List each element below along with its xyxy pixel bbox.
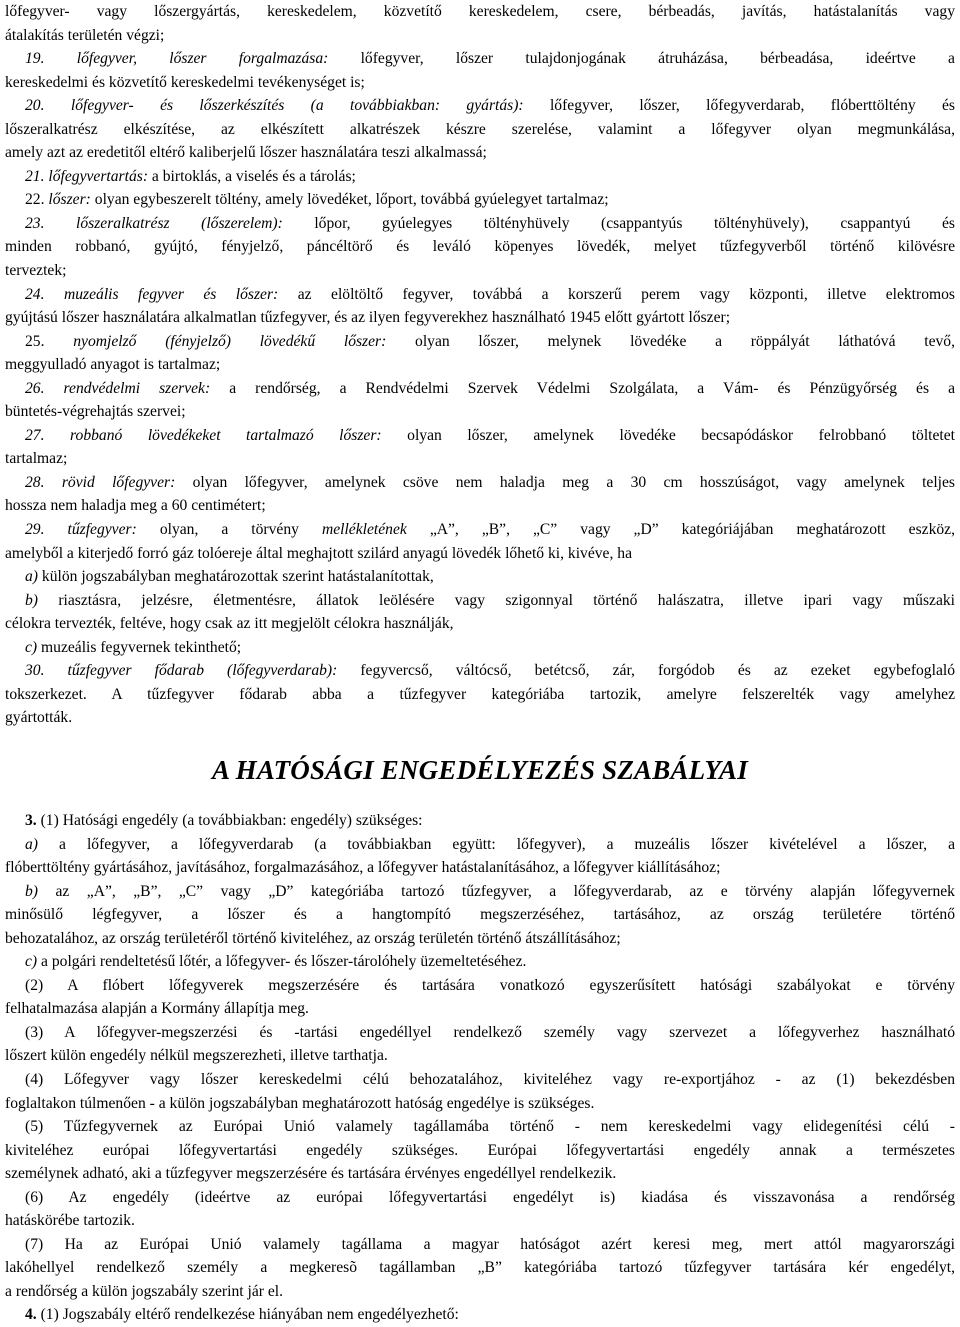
text-line: tokszerkezet. A tűzfegyver fődarab abba a tűzfegyver kategóriába tartozik, amelyre felszerelték vagy amelyhez <box>5 685 955 703</box>
item-number: 27. <box>25 426 45 444</box>
definition-26 <box>5 377 955 401</box>
section-number: 4. <box>25 1306 37 1324</box>
text-line: foglaltakon túlmenően - a külön jogszabályban meghatározott hatóság engedélye is szükséges. <box>5 1094 595 1112</box>
defined-term: rövid lőfegyver: <box>61 473 176 491</box>
defined-term: tűzfegyver fődarab (lőfegyverdarab): <box>67 662 338 680</box>
defined-term: lőfegyvertartás: <box>48 167 149 185</box>
item-number: 23. <box>25 214 45 232</box>
text-line: meggyulladó anyagot is tartalmaz; <box>5 356 221 374</box>
defined-term: lőszer: <box>48 191 91 209</box>
subitem-label: b) <box>25 591 38 609</box>
subitem-text: külön jogszabályban meghatározottak szerint hatástalanítottak, <box>41 568 434 586</box>
definition-22 <box>5 188 955 212</box>
item-number: 22. <box>25 191 45 209</box>
text-line: lőfegyver- vagy lőszergyártás, kereskedelem, közvetítő kereskedelem, csere, bérbeadás, javítás, hatástalanítás vagy <box>5 3 955 20</box>
definition-text: fegyvercső, váltócső, betétcső, zár, forgódob és az ezeket egybefoglaló <box>360 662 955 680</box>
text-line: kiviteléhez európai lőfegyvertartási engedély szükséges. Európai lőfegyvertartási engedély annak a természetes <box>5 1141 955 1159</box>
text-line: terveztek; <box>5 262 67 280</box>
subitem-text: riasztásra, jelzésre, életmentésre, állatok leölésére vagy szigonnyal történő halászatra, illetve ipari vagy műszaki <box>58 591 955 609</box>
text-line: behozatalához, az ország területéről történő kiviteléhez, az ország területén történő átszállításához; <box>5 929 621 947</box>
paragraph-2: (2) A flóbert lőfegyverek megszerzésére és tartására vonatkozó egyszerűsített hatósági szabályokat e törvény <box>25 976 955 994</box>
point-text: a lőfegyver, a lőfegyverdarab (a továbbiakban együtt: lőfegyver), a muzeális lőszer kivételével a lőszer, a <box>59 835 955 853</box>
item-number: 20. <box>25 97 45 115</box>
definition-30 <box>5 659 955 683</box>
item-number: 24. <box>25 285 45 303</box>
definition-text: olyan lőszer, melynek lövedéke a röppályát láthatóvá tevő, <box>415 332 955 350</box>
point-a <box>5 833 955 857</box>
text-line: minden robbanó, gyújtó, fényjelző, páncéltörő és leváló köpenyes lövedék, melyet tűzfegyverből történő kilövésre <box>5 238 955 256</box>
definition-text: olyan, a törvény <box>159 521 299 539</box>
subitem-label: c) <box>25 638 38 656</box>
text-line: lőszeralkatrész elkészítése, az elkészített alkatrészek készre szerelése, valamint a lőfegyver olyan megmunkálása, <box>5 120 955 138</box>
definition-23 <box>5 212 955 236</box>
text-line: hatáskörébe tartozik. <box>5 1212 135 1230</box>
defined-term: lőfegyver- és lőszerkészítés (a továbbiakban: gyártás): <box>70 97 524 115</box>
point-label: b) <box>25 882 38 900</box>
text-line: amelyből a kiterjedő forró gáz tolóereje által meghajtott szilárd anyagú lövedék lőhető ki, kivéve, ha <box>5 544 632 562</box>
definition-text: olyan lőfegyver, amelynek csöve nem haladja meg a 30 cm hosszúságot, vagy amelynek teljes <box>192 473 955 491</box>
text-line: hossza nem haladja meg a 60 centimétert; <box>5 497 266 515</box>
definition-24 <box>5 283 955 307</box>
item-number: 30. <box>25 662 45 680</box>
item-number: 26. <box>25 379 45 397</box>
defined-term: rendvédelmi szervek: <box>63 379 211 397</box>
definition-29 <box>5 518 955 542</box>
paragraph-4: (4) Lőfegyver vagy lőszer kereskedelmi célú behozatalához, kiviteléhez vagy re-exportjához - az (1) bekezdésben <box>25 1070 955 1088</box>
definition-text: „A”, „B”, „C” vagy „D” kategóriájában meghatározott eszköz, <box>429 521 955 539</box>
paragraph-3: (3) A lőfegyver-megszerzési és -tartási engedéllyel rendelkező személy vagy szervezet a lőfegyverhez használható <box>25 1023 955 1041</box>
defined-term: nyomjelző (fényjelző) lövedékű lőszer: <box>73 332 387 350</box>
point-c <box>5 950 955 974</box>
subitem-text: muzeális fegyvernek tekinthető; <box>41 638 242 656</box>
text-line: lőszert külön engedély nélkül megszerezheti, illetve tarthatja. <box>5 1047 388 1065</box>
subitem-label: a) <box>25 568 38 586</box>
subitem-a <box>5 565 955 589</box>
item-number: 28. <box>25 473 45 491</box>
text-line: felhatalmazása alapján a Kormány állapítja meg. <box>5 1000 309 1018</box>
annex-reference: mellékletének <box>321 521 407 539</box>
point-b <box>5 880 955 904</box>
definition-text: az elöltöltő fegyver, továbbá a korszerű perem vagy központi, illetve elektromos <box>297 285 955 303</box>
definition-28 <box>5 471 955 495</box>
paragraph-7: (7) Ha az Európai Unió valamely tagállama a magyar hatóságot azért keresi meg, mert attól magyarországi <box>25 1235 955 1253</box>
definition-text: lőfegyver, lőszer tulajdonjogának átruházása, bérbeadása, ideértve a <box>360 50 955 68</box>
paragraph-5: (5) Tűzfegyvernek az Európai Unió valamely tagállamába történő - nem kereskedelmi vagy elidegenítési célú - <box>25 1118 955 1136</box>
definition-text: lőpor, gyúelegyes töltényhüvely (csappantyús töltényhüvely), csappantyú és <box>314 214 955 232</box>
definition-19 <box>5 47 955 71</box>
paragraph-6: (6) Az engedély (ideértve az európai lőfegyvertartási engedélyt is) kiadása és visszavonása a rendőrség <box>25 1188 955 1206</box>
definition-text: olyan egybeszerelt töltény, amely lövedéket, lőport, továbbá gyúelegyet tartalmaz; <box>94 191 609 209</box>
text-line: lakóhellyel rendelkező személy a megkeresõ tagállamban „B” kategóriába tartozó tűzfegyver tartására kér engedélyt, <box>5 1259 955 1277</box>
item-number: 19. <box>25 50 45 68</box>
definition-text: a rendőrség, a Rendvédelmi Szervek Védelmi Szolgálata, a Vám- és Pénzügyőrség és a <box>229 379 955 397</box>
defined-term: muzeális fegyver és lőszer: <box>63 285 279 303</box>
definition-text: olyan lőszer, amelynek lövedéke becsapódáskor felrobbanó töltetet <box>407 426 955 444</box>
definition-text: lőfegyver, lőszer, lőfegyverdarab, flóberttöltény és <box>549 97 955 115</box>
item-number: 21. <box>25 167 45 185</box>
definition-25 <box>5 330 955 354</box>
point-text: a polgári rendeltetésű lőtér, a lőfegyver- és lőszer-tárolóhely üzemeltetéséhez. <box>41 953 527 971</box>
subitem-b <box>5 589 955 613</box>
item-number: 29. <box>25 521 45 539</box>
defined-term: lőszeralkatrész (lőszerelem): <box>76 214 283 232</box>
item-number: 25. <box>25 332 45 350</box>
definition-21 <box>5 165 955 189</box>
point-label: c) <box>25 953 38 971</box>
text-line: átalakítás területén végzi; <box>5 26 165 44</box>
text-line: gyártották. <box>5 709 73 727</box>
text-line: a rendőrség a külön jogszabály szerint jár el. <box>5 1282 283 1300</box>
section-number: 3. <box>25 811 37 829</box>
definition-20 <box>5 94 955 118</box>
section-4-intro <box>5 1303 955 1327</box>
point-text: az „A”, „B”, „C” vagy „D” kategóriába tartozó tűzfegyver, a lőfegyverdarab, az e törvény alapján lőfegyvernek <box>55 882 955 900</box>
section-3-intro <box>5 809 955 833</box>
paragraph-text: (1) Hatósági engedély (a továbbiakban: engedély) szükséges: <box>40 811 423 829</box>
text-line: minősülő légfegyver, a lőszer és a hangtompító megszerzéséhez, tartásához, az ország területére történő <box>5 906 955 924</box>
text-line: tartalmaz; <box>5 450 68 468</box>
section-heading: A HATÓSÁGI ENGEDÉLYEZÉS SZABÁLYAI <box>212 754 748 785</box>
definition-text: a birtoklás, a viselés és a tárolás; <box>151 167 356 185</box>
definition-27 <box>5 424 955 448</box>
text-line: amely azt az eredetitől eltérő kaliberjelű lőszer használatára teszi alkalmassá; <box>5 144 487 162</box>
point-label: a) <box>25 835 38 853</box>
text-line: személynek adható, aki a tűzfegyver megszerzésére és tartására érvényes engedéllyel rendelkezik. <box>5 1165 617 1183</box>
defined-term: tűzfegyver: <box>67 521 137 539</box>
text-line: célokra tervezték, feltéve, hogy csak az itt megjelölt célokra használják, <box>5 615 454 633</box>
defined-term: lőfegyver, lőszer forgalmazása: <box>76 50 329 68</box>
text-line: flóberttöltény gyártásához, javításához, forgalmazásához, a lőfegyver hatástalanításához, a lőfegyver kiállításához; <box>5 859 721 877</box>
text-line: kereskedelmi és közvetítő kereskedelmi tevékenységet is; <box>5 73 365 91</box>
defined-term: robbanó lövedékeket tartalmazó lőszer: <box>70 426 382 444</box>
text-line: büntetés-végrehajtás szervei; <box>5 403 186 421</box>
paragraph-text: (1) Jogszabály eltérő rendelkezése hiányában nem engedélyezhető: <box>40 1306 459 1324</box>
text-line: gyújtású lőszer használatára alkalmatlan tűzfegyver, és az ilyen fegyverekhez használható 1945 előtt gyártott lőszer; <box>5 309 731 327</box>
subitem-c <box>5 636 955 660</box>
